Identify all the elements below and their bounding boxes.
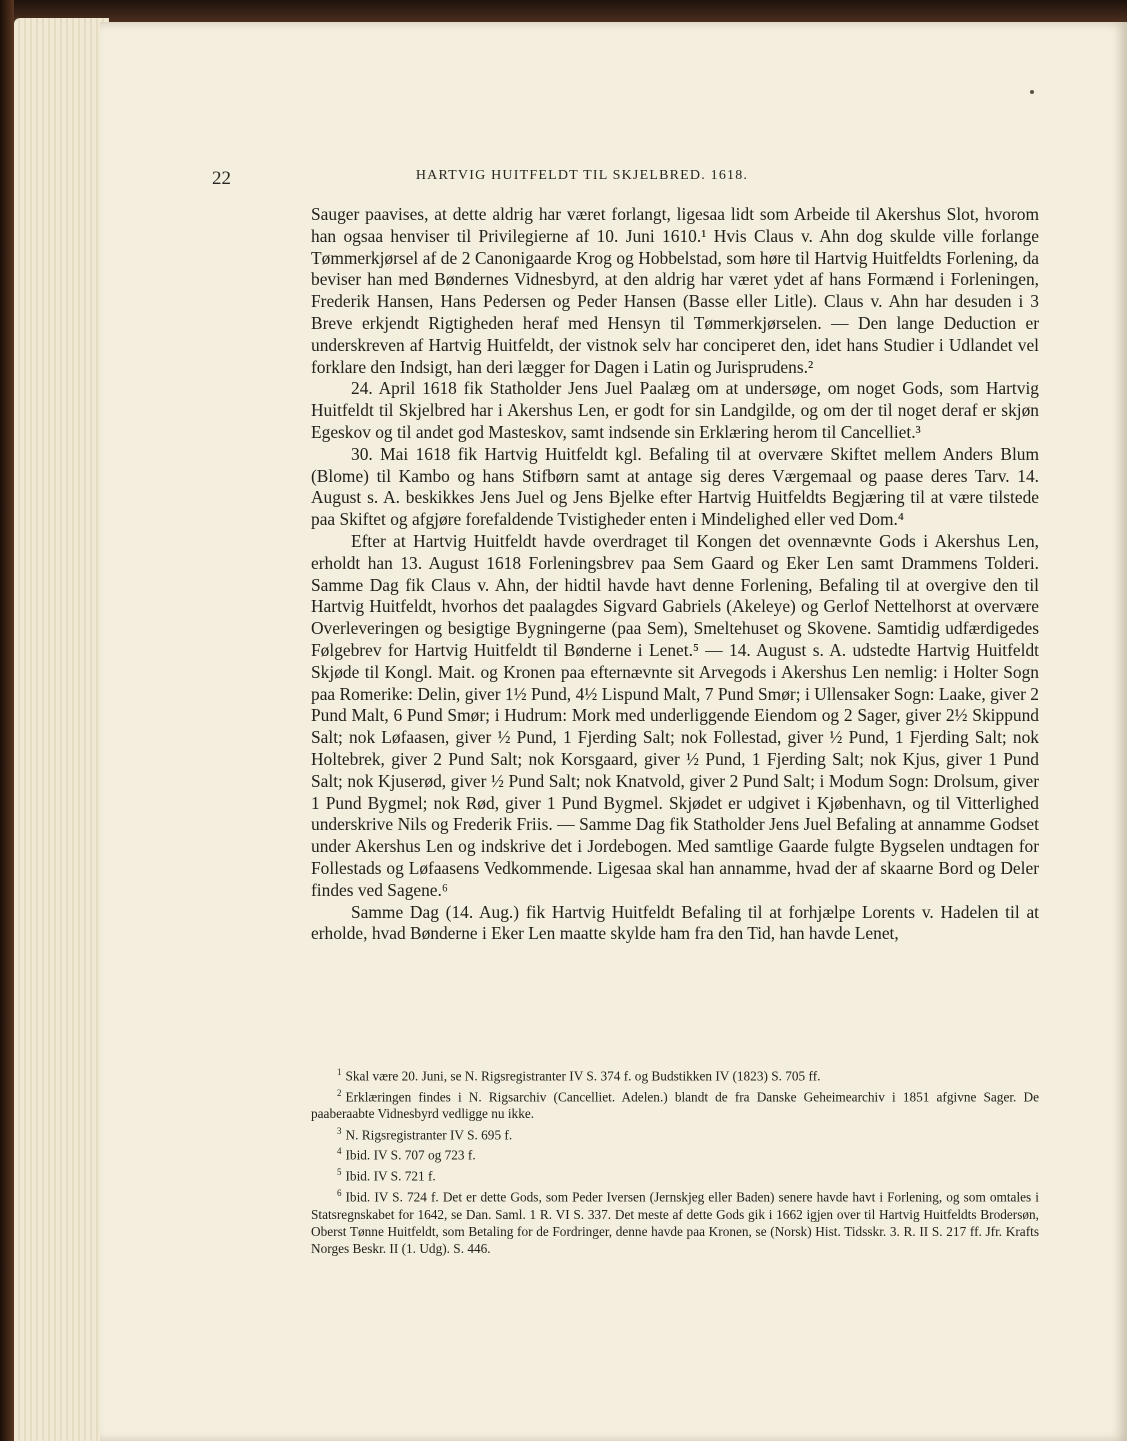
book-binding-top [0, 0, 1127, 22]
footnote [311, 1185, 1039, 1258]
footnote-text: N. Rigsregistranter IV S. 695 f. [345, 1127, 513, 1143]
footnotes [311, 1064, 1039, 1258]
paragraph: Sauger paavises, at dette aldrig har været forlangt, ligesaa lidt som Arbeide til Akershus Slot, hvorom han ogsaa henviser til Privilegierne af 10. Juni 1610.¹ Hvis Claus v. Ahn dog skulde ville forlange Tømmerkjørsel af de 2 Canonigaarde Krog og Hobbelstad, som høre til Hartvig Huitfeldts Forlening, da beviser han med Bøndernes Vidnesbyrd, at den aldrig har været ydet af hans Formænd i Forleningen, Frederik Hansen, Hans Pedersen og Peder Hansen (Basse eller Litle). Claus v. Ahn har desuden i 3 Breve erkjendt Rigtigheden heraf med Hensyn til Tømmerkjørselen. — Den lange Deduction er underskreven af Hartvig Huitfeldt, der vistnok selv har conciperet den, idet hans Studier i Udlandet vel forklare den Indsigt, han deri lægger for Dagen i Latin og Jurisprudens.² [311, 204, 1039, 377]
footnote [311, 1164, 1039, 1185]
body-text [311, 204, 1039, 945]
footnote-number: 3 [337, 1125, 342, 1136]
book-binding-left [0, 0, 14, 1441]
footnote [311, 1085, 1039, 1123]
page-edges [14, 18, 109, 1441]
page-number: 22 [212, 168, 231, 189]
paragraph: 30. Mai 1618 fik Hartvig Huitfeldt kgl. Befaling til at overvære Skiftet mellem Anders Blum (Blome) til Kambo og hans Stifbørn samt at antage sig deres Værgemaal og paase deres Tarv. 14. August s. A. beskikkes Jens Juel og Jens Bjelke efter Hartvig Huitfeldts Begjæring til at være tilstede paa Skiftet og afgjøre forefaldende Tvistigheder enten i Mindelighed eller ved Dom.⁴ [311, 443, 1039, 530]
footnote-text: Erklæringen findes i N. Rigsarchiv (Cancelliet. Adelen.) blandt de fra Danske Geheimearchiv i 1851 afgivne Sager. De paaberaabte Vidnesbyrd vedligge nu ikke. [311, 1089, 1039, 1122]
footnote-number: 2 [337, 1087, 342, 1098]
footnote-text: Ibid. IV S. 721 f. [345, 1168, 436, 1184]
footnote-text: Ibid. IV S. 707 og 723 f. [345, 1147, 476, 1163]
footnote-text: Ibid. IV S. 724 f. Det er dette Gods, som Peder Iversen (Jernskjeg eller Baden) senere havde havt i Forlening, og som omtales i Statsregnskabet for 1642, se Dan. Saml. 1 R. VI S. 337. Det meste af dette Gods gik i 1662 igjen over til Hartvig Huitfeldts Brodersøn, Oberst Tønne Huitfeldt, som Betaling for de Fordringer, denne havde paa Kronen, se (Norsk) Hist. Tidsskr. 3. R. II S. 217 ff. Jfr. Krafts Norges Beskr. II (1. Udg). S. 446. [311, 1189, 1039, 1257]
paragraph: Efter at Hartvig Huitfeldt havde overdraget til Kongen det ovennævnte Gods i Akershus Len, erholdt han 13. August 1618 Forleningsbrev paa Sem Gaard og Eker Len samt Drammens Tolderi. Samme Dag fik Claus v. Ahn, der hidtil havde havt denne Forlening, Befaling til at overgive den til Hartvig Huitfeldt, hvorhos det paalagdes Sigvard Gabriels (Akeleye) og Gerlof Nettelhorst at overvære Overleveringen og besigtige Bygningerne (paa Sem), Smeltehuset og Skovene. Samtidig udfærdigedes Følgebrev for Hartvig Huitfeldt til Bønderne i Lenet.⁵ — 14. August s. A. udstedte Hartvig Huitfeldt Skjøde til Kongl. Mait. og Kronen paa efternævnte sit Arvegods i Akershus Len nemlig: i Holter Sogn paa Romerike: Delin, giver 1½ Pund, 4½ Lispund Malt, 7 Pund Smør; i Ullensaker Sogn: Laake, giver 2 Pund Malt, 6 Pund Smør; i Hudrum: Mork med underliggende Eiendom og 2 Sager, giver 2½ Skippund Salt; nok Løfaasen, giver ½ Pund, 1 Fjerding Salt; nok Follestad, giver ½ Pund, 1 Fjerding Salt; nok Holtebrek, giver 2 Pund Salt; nok Korsgaard, giver ½ Pund, 1 Fjerding Salt; nok Kjus, giver 1 Pund Salt; nok Kjuserød, giver ½ Pund Salt; nok Knatvold, giver 2 Pund Salt; i Modum Sogn: Drolsum, giver 1 Pund Bygmel; nok Rød, giver 1 Pund Bygmel. Skjødet er udgivet i Kjøbenhavn, og til Vitterlighed underskrive Nils og Frederik Friis. — Samme Dag fik Statholder Jens Juel Befaling at annamme Godset under Akershus Len og indskrive det i Jordebogen. Med samtlige Gaarde fulgte Bygselen undtagen for Follestads og Løfaasens Vedkommende. Ligesaa skal han annamme, hvad der af skaarne Bord og Deler findes ved Sagene.⁶ [311, 530, 1039, 900]
footnote [311, 1143, 1039, 1164]
footnote-number: 1 [337, 1067, 342, 1077]
footnote [311, 1123, 1039, 1144]
paragraph: Samme Dag (14. Aug.) fik Hartvig Huitfeldt Befaling til at forhjælpe Lorents v. Hadelen til at erholde, hvad Bønderne i Eker Len maatte skylde ham fra den Tid, han havde Lenet, [311, 901, 1039, 944]
footnote-number: 4 [337, 1146, 342, 1157]
footnote [311, 1064, 1039, 1085]
paragraph: 24. April 1618 fik Statholder Jens Juel Paalæg om at undersøge, om noget Gods, som Hartvig Huitfeldt til Skjelbred har i Akershus Len, er godt for sin Landgilde, og om der til noget deraf er skjøn Egeskov og til andet god Masteskov, samt indsende sin Erklæring herom til Cancelliet.³ [311, 378, 1039, 442]
ink-speck [1030, 90, 1034, 94]
footnote-number: 6 [337, 1187, 342, 1198]
header-title: HARTVIG HUITFELDT TIL SKJELBRED. 1618. [415, 168, 749, 183]
footnote-number: 5 [337, 1167, 342, 1178]
footnote-text: Skal være 20. Juni, se N. Rigsregistranter IV S. 374 f. og Budstikken IV (1823) S. 705 ff. [345, 1068, 821, 1084]
